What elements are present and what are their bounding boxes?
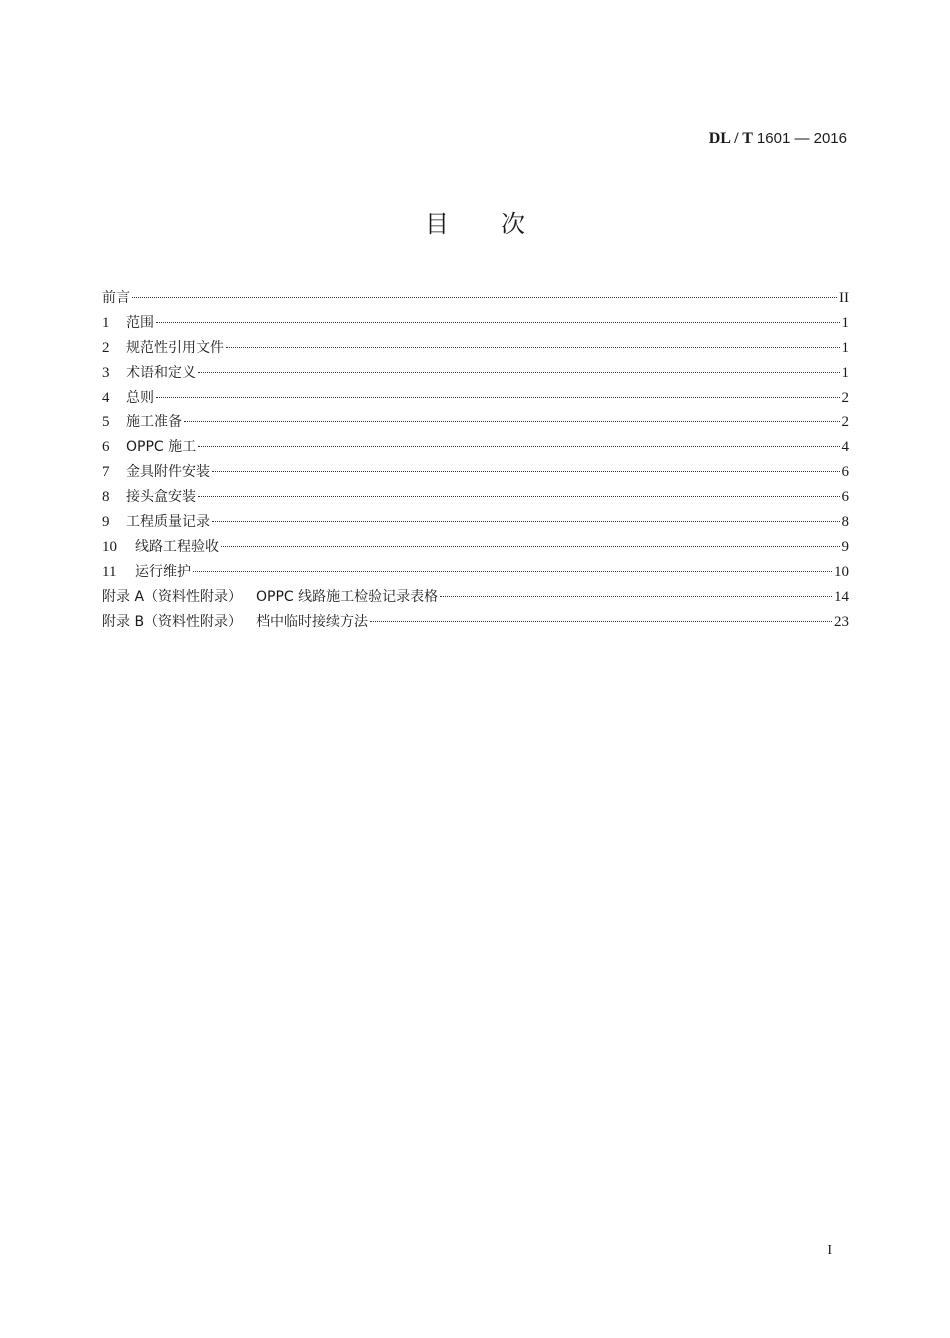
toc-page: 6 [841, 464, 849, 481]
toc-label: 线路工程验收 [135, 538, 219, 555]
toc-number: 10 [102, 538, 117, 555]
standard-prefix: DL / T [708, 130, 753, 147]
toc-label: 金具附件安装 [126, 464, 210, 481]
toc-label: 术语和定义 [126, 364, 196, 381]
toc-number: 1 [102, 314, 110, 331]
toc-page: 23 [834, 613, 849, 630]
toc-page: 9 [841, 538, 849, 555]
dot-leader [212, 471, 840, 472]
toc-entry-2[interactable] [102, 338, 849, 363]
dot-leader [184, 421, 840, 422]
toc-entry-appendix-b[interactable] [102, 612, 849, 637]
standard-code [709, 129, 847, 149]
toc-page: 1 [841, 339, 849, 356]
toc-page: 1 [841, 314, 849, 331]
toc-entry-6[interactable] [102, 437, 849, 462]
toc-number: 6 [102, 439, 110, 456]
toc-entry-foreword[interactable] [102, 288, 849, 313]
toc-label: 规范性引用文件 [126, 339, 224, 356]
dot-leader [198, 496, 840, 497]
title-char-2: 次 [501, 210, 525, 238]
toc-label: 总则 [126, 389, 154, 406]
toc-number: 5 [102, 414, 110, 431]
toc-entry-11[interactable] [102, 562, 849, 587]
toc-entry-4[interactable] [102, 388, 849, 413]
dot-leader [198, 446, 839, 447]
toc-label: 范围 [126, 314, 154, 331]
toc-page: 4 [841, 439, 849, 456]
toc-label: OPPC 施工 [126, 439, 197, 456]
dot-leader [198, 372, 840, 373]
toc-label: 接头盒安装 [126, 489, 196, 506]
toc-page: 8 [841, 514, 849, 531]
dot-leader [370, 621, 832, 622]
toc-entry-1[interactable] [102, 313, 849, 338]
toc-entry-9[interactable] [102, 512, 849, 537]
dot-leader [440, 596, 832, 597]
toc-page: 1 [841, 364, 849, 381]
toc-number: 3 [102, 364, 110, 381]
toc-label: 工程质量记录 [126, 514, 210, 531]
toc-entry-8[interactable] [102, 487, 849, 512]
toc-label: 施工准备 [126, 414, 182, 431]
dot-leader [156, 322, 840, 323]
toc-number: 4 [102, 389, 110, 406]
toc-entry-10[interactable] [102, 537, 849, 562]
dot-leader [156, 397, 840, 398]
toc-page: 2 [841, 389, 849, 406]
toc-entry-7[interactable] [102, 462, 849, 487]
toc-label: 运行维护 [135, 563, 191, 580]
toc-label: 档中临时接续方法 [256, 613, 369, 630]
dot-leader [212, 521, 840, 522]
page-number: I [827, 1243, 832, 1258]
dot-leader [132, 297, 837, 298]
toc-label: OPPC 线路施工检验记录表格 [256, 588, 439, 605]
toc-appendix-number: 附录 B（资料性附录） [102, 613, 243, 630]
table-of-contents [102, 288, 849, 636]
standard-number: 1601 — 2016 [756, 130, 847, 147]
toc-label: 前言 [102, 290, 130, 306]
toc-page: II [839, 290, 849, 306]
toc-page: 6 [841, 489, 849, 506]
toc-number: 8 [102, 489, 110, 506]
title-char-1: 目 [425, 210, 449, 238]
toc-appendix-number: 附录 A（资料性附录） [102, 588, 243, 605]
toc-number: 11 [102, 563, 117, 580]
toc-entry-3[interactable] [102, 363, 849, 388]
toc-page: 14 [834, 588, 849, 605]
toc-number: 2 [102, 339, 110, 356]
toc-page: 2 [841, 414, 849, 431]
dot-leader [193, 571, 832, 572]
dot-leader [226, 347, 840, 348]
toc-entry-appendix-a[interactable] [102, 587, 849, 612]
toc-entry-5[interactable] [102, 412, 849, 437]
page-title [0, 208, 950, 240]
toc-number: 7 [102, 464, 110, 481]
dot-leader [221, 546, 840, 547]
toc-number: 9 [102, 514, 110, 531]
toc-page: 10 [834, 563, 849, 580]
